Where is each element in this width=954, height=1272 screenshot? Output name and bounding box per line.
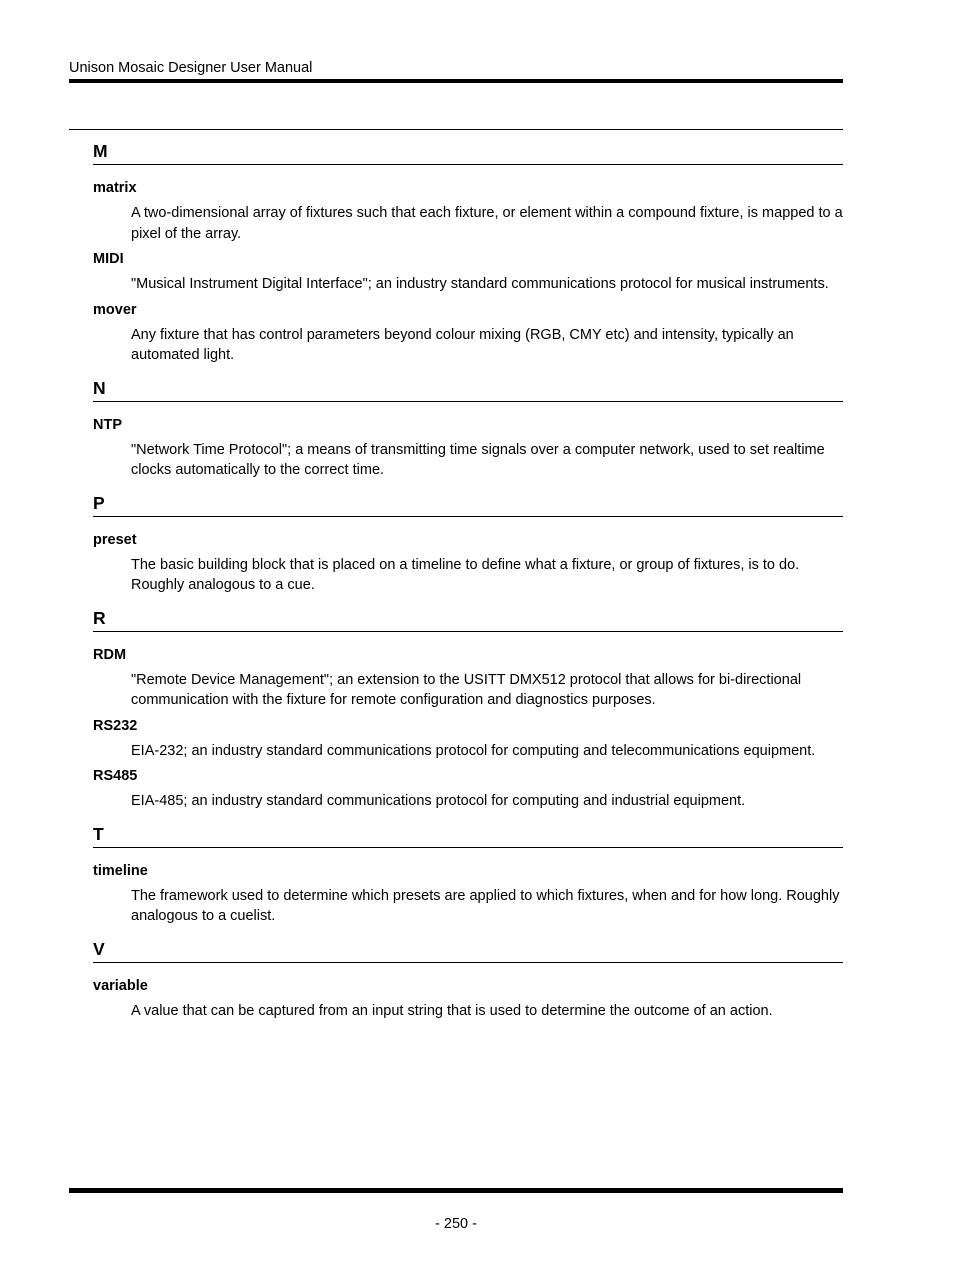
- glossary-definition: EIA-232; an industry standard communications protocol for computing and telecommunications equipment.: [131, 742, 816, 759]
- glossary-term: matrix: [93, 180, 137, 196]
- running-header: Unison Mosaic Designer User Manual: [69, 60, 313, 76]
- glossary-entry: [93, 250, 843, 295]
- glossary-definition: A value that can be captured from an input string that is used to determine the outcome of an action.: [131, 1002, 773, 1019]
- glossary-definition: The framework used to determine which presets are applied to which fixtures, when and for how long. Roughly analogous to a cuelist.: [131, 887, 840, 924]
- glossary-entry: [93, 416, 843, 481]
- glossary-term: MIDI: [93, 251, 124, 267]
- glossary-term: timeline: [93, 862, 148, 879]
- glossary-top-rule: [69, 129, 843, 130]
- glossary-definition: "Network Time Protocol"; a means of transmitting time signals over a computer network, used to set realtime clocks automatically to the correct time.: [131, 441, 825, 478]
- section-letter: P: [93, 493, 843, 517]
- glossary-term: RS232: [93, 717, 138, 734]
- glossary-definition: A two-dimensional array of fixtures such that each fixture, or element within a compound fixture, is mapped to a pixel of the array.: [131, 205, 843, 242]
- glossary-entry: [93, 301, 843, 366]
- glossary-entry: [93, 717, 843, 762]
- glossary-section-r: [93, 608, 843, 812]
- glossary-section-t: [93, 824, 843, 927]
- glossary-content: [93, 141, 843, 1033]
- glossary-entry: [93, 646, 843, 711]
- glossary-entry: [93, 767, 843, 812]
- glossary-section-p: [93, 493, 843, 596]
- glossary-term: NTP: [93, 416, 122, 433]
- page-number: - 250 -: [435, 1216, 477, 1232]
- section-letter: V: [93, 939, 843, 963]
- glossary-definition: Any fixture that has control parameters beyond colour mixing (RGB, CMY etc) and intensity, typically an automated light.: [131, 326, 794, 363]
- glossary-entry: [93, 862, 843, 927]
- section-letter: T: [93, 824, 843, 848]
- section-letter: N: [93, 378, 843, 402]
- glossary-definition: EIA-485; an industry standard communications protocol for computing and industrial equipment.: [131, 793, 746, 809]
- glossary-term: variable: [93, 977, 148, 994]
- glossary-definition: "Musical Instrument Digital Interface"; an industry standard communications protocol for musical instruments.: [131, 276, 829, 292]
- footer-rule: [69, 1188, 843, 1193]
- glossary-term: RS485: [93, 768, 138, 784]
- glossary-definition: The basic building block that is placed on a timeline to define what a fixture, or group of fixtures, is to do. Roughly analogous to a cue.: [131, 556, 800, 593]
- glossary-section-m: [93, 141, 843, 366]
- glossary-section-v: [93, 939, 843, 1022]
- glossary-entry: [93, 531, 843, 596]
- glossary-definition: "Remote Device Management"; an extension to the USITT DMX512 protocol that allows for bi-directional communication with the fixture for remote configuration and diagnostics purposes.: [131, 671, 802, 708]
- glossary-entry: [93, 179, 843, 244]
- header-rule: [69, 79, 843, 83]
- glossary-term: RDM: [93, 646, 127, 663]
- glossary-entry: [93, 977, 843, 1022]
- glossary-section-n: [93, 378, 843, 481]
- glossary-term: preset: [93, 531, 137, 548]
- section-letter: R: [93, 608, 843, 632]
- section-letter: M: [93, 141, 843, 165]
- glossary-term: mover: [93, 301, 137, 318]
